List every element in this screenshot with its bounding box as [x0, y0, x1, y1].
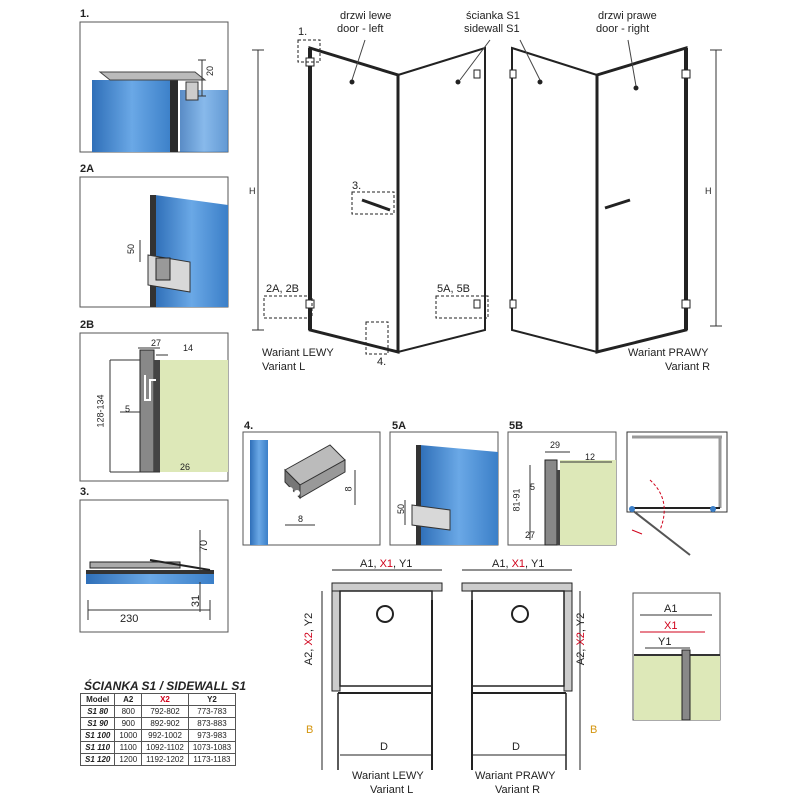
detail-2b-label: 2B	[80, 319, 95, 331]
variant-right-en: Variant R	[665, 361, 711, 373]
cell-a2: 1200	[115, 754, 142, 766]
plan-swing-drawing	[627, 432, 727, 555]
cell-x2: 792-802	[142, 706, 189, 718]
dim-d2a-50: 50	[126, 243, 137, 255]
dim-d5b-29: 29	[550, 440, 561, 450]
dim-d5b-12: 12	[585, 452, 596, 462]
cell-y2: 773-783	[188, 706, 235, 718]
dim-d5b-5: 5	[530, 482, 536, 492]
dim-d3-70: 70	[198, 539, 211, 553]
plan-left-drawing	[322, 570, 442, 770]
sidewall-pl-label: ścianka S1	[466, 10, 520, 22]
detail-5a-label: 5A	[392, 420, 407, 432]
cell-x2: 892-902	[142, 718, 189, 730]
dim-d1-20: 20	[205, 65, 216, 77]
plan-right-d: D	[512, 741, 520, 753]
side-a1: A1	[664, 603, 678, 615]
side-y1: Y1	[658, 636, 672, 648]
plan-right-variant-en: Variant R	[495, 784, 541, 796]
plan-right-variant-pl: Wariant PRAWY	[475, 770, 556, 782]
dim-d4-8b: 8	[298, 514, 304, 524]
sidewall-en-label: sidewall S1	[464, 23, 520, 35]
spec-table	[80, 693, 236, 766]
callout-1: 1.	[298, 26, 308, 38]
dim-d2b-26: 26	[180, 462, 191, 472]
side-x1: X1	[664, 620, 678, 632]
table-row	[81, 742, 236, 754]
dim-d3-31: 31	[190, 594, 203, 608]
cell-model: S1 100	[81, 730, 115, 742]
detail-5b-label: 5B	[509, 420, 524, 432]
cell-a2: 1100	[115, 742, 142, 754]
detail-3-label: 3.	[80, 486, 90, 498]
label-leaders	[352, 40, 636, 86]
variant-left-en: Variant L	[262, 361, 306, 373]
height-right-label: H	[705, 186, 712, 196]
detail-2a-drawing	[140, 195, 228, 307]
plan-left-variant-pl: Wariant LEWY	[352, 770, 424, 782]
table-title: ŚCIANKA S1 / SIDEWALL S1	[84, 679, 247, 693]
table-row	[81, 754, 236, 766]
detail-2a-label: 2A	[80, 163, 95, 175]
table-row	[81, 730, 236, 742]
cell-model: S1 110	[81, 742, 115, 754]
door-right-en-label: door - right	[596, 23, 650, 35]
cell-y2: 1073-1083	[188, 742, 235, 754]
plan-right-b: B	[590, 724, 598, 736]
dim-d5b-27: 27	[525, 530, 536, 540]
door-right-pl-label: drzwi prawe	[598, 10, 657, 22]
plan-left-b: B	[306, 724, 314, 736]
detail-5a-drawing	[405, 445, 498, 545]
th-a2: A2	[115, 694, 142, 706]
dim-d4-8a: 8	[343, 486, 354, 492]
callout-5a5b: 5A, 5B	[437, 283, 471, 295]
cell-model: S1 90	[81, 718, 115, 730]
cell-model: S1 80	[81, 706, 115, 718]
cell-a2: 800	[115, 706, 142, 718]
th-model: Model	[81, 694, 115, 706]
height-left-label: H	[249, 186, 256, 196]
dim-d2b-5: 5	[125, 404, 131, 414]
cell-a2: 900	[115, 718, 142, 730]
plan-left-top-dim: A1, X1, Y1	[360, 558, 413, 570]
dim-d2b-range: 128-134	[95, 394, 106, 428]
dim-d5a-50: 50	[396, 503, 407, 515]
callout-3: 3.	[352, 180, 362, 192]
detail-4-label: 4.	[244, 420, 254, 432]
elevation-left-assembly	[252, 40, 488, 354]
dim-d2b-27: 27	[151, 338, 162, 348]
table-header-row	[81, 694, 236, 706]
plan-left-variant-en: Variant L	[370, 784, 414, 796]
elevation-right-assembly	[510, 48, 722, 352]
cell-x2: 1092-1102	[142, 742, 189, 754]
plan-right-drawing	[462, 570, 580, 770]
variant-left-pl: Wariant LEWY	[262, 347, 334, 359]
cell-y2: 873-883	[188, 718, 235, 730]
th-y2: Y2	[188, 694, 235, 706]
cell-x2: 1192-1202	[142, 754, 189, 766]
dim-d2b-14: 14	[183, 343, 194, 353]
dim-d5b-range: 81-91	[511, 488, 522, 512]
plan-left-side-dim: A2, X2, Y2	[303, 612, 316, 666]
cell-y2: 1173-1183	[188, 754, 235, 766]
cell-y2: 973-983	[188, 730, 235, 742]
door-left-en-label: door - left	[337, 23, 384, 35]
cell-a2: 1000	[115, 730, 142, 742]
cell-model: S1 120	[81, 754, 115, 766]
table-row	[81, 706, 236, 718]
callout-4: 4.	[377, 356, 387, 368]
callout-2a2b: 2A, 2B	[266, 283, 300, 295]
dim-d3-230: 230	[120, 613, 139, 625]
cell-x2: 992-1002	[142, 730, 189, 742]
plan-right-side-dim: A2, X2, Y2	[575, 612, 588, 666]
plan-left-d: D	[380, 741, 388, 753]
th-x2: X2	[142, 694, 189, 706]
table-row	[81, 718, 236, 730]
detail-1-label: 1.	[80, 8, 90, 20]
door-left-pl-label: drzwi lewe	[340, 10, 392, 22]
variant-right-pl: Wariant PRAWY	[628, 347, 709, 359]
plan-right-top-dim: A1, X1, Y1	[492, 558, 545, 570]
